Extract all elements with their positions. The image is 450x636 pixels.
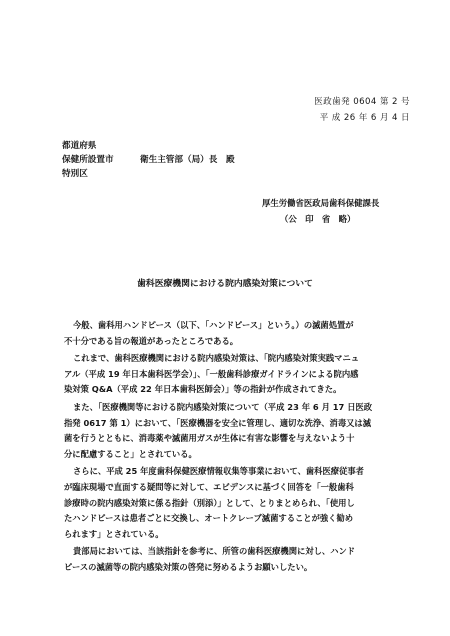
body-line: 今般、歯科用ハンドピース（以下、「ハンドピース」という。）の滅菌処置が	[73, 320, 354, 330]
body-line: 菌を行うとともに、消毒薬や滅菌用ガスが生体に有害な影響を与えないよう十	[64, 433, 355, 444]
addressee-suffix: 衛生主管部（局）長 殿	[140, 155, 235, 165]
body-paragraph	[64, 464, 402, 542]
body-line: 分に配慮すること」とされている。	[64, 448, 197, 459]
body-line: ピースの滅菌等の院内感染対策の啓発に努めるようお願いしたい。	[64, 561, 313, 572]
body-line: られます」とされている。	[64, 528, 164, 539]
addressee-item: 保健所設置市	[62, 155, 114, 165]
body-paragraph	[64, 318, 402, 349]
body-line: 染対策 Q&A（平成 22 年日本歯科医師会）」等の指針が作成されてきた。	[64, 384, 342, 395]
body-line: さらに、平成 25 年度歯科保健医療情報収集等事業において、歯科医療従事者	[73, 466, 364, 477]
body-line: 指発 0617 第 1）において、「医療機器を安全に管理し、適切な洗浄、消毒又は滅	[64, 417, 372, 428]
body-line: 不十分である旨の報道があったところである。	[64, 335, 239, 346]
document-ref-number: 医政歯発 0604 第 2 号	[314, 97, 410, 107]
body-line: 診療時の院内感染対策に係る指針（別添）」として、とりまとめられ、「使用し	[64, 497, 355, 508]
document-date: 平 成 26 年 6 月 4 日	[319, 113, 410, 123]
document-body	[64, 318, 402, 578]
body-paragraph	[64, 544, 402, 575]
body-line: が臨床現場で直面する疑問等に対して、エビデンスに基づく回答を「一般歯科	[64, 481, 354, 492]
document-title: 歯科医療機関における院内感染対策について	[137, 279, 313, 289]
body-line: 貴部局においては、当該指針を参考に、所管の歯科医療機関に対し、ハンド	[73, 546, 356, 557]
addressee-list	[62, 139, 114, 181]
body-line: アル（平成 19 年日本歯科医学会）」、「一般歯科診療ガイドラインによる院内感	[64, 368, 359, 379]
seal-omitted-note: （公 印 省 略）	[280, 214, 356, 224]
addressee-item: 特別区	[62, 169, 88, 179]
body-paragraph	[64, 351, 402, 398]
body-line: また、「医療機関等における院内感染対策について（平成 23 年 6 月 17 日医政	[73, 401, 373, 412]
body-paragraph	[64, 400, 402, 462]
body-line: これまで、歯科医療機関における院内感染対策は、「院内感染対策実践マニュ	[73, 353, 360, 364]
body-line: たハンドピースは患者ごとに交換し、オートクレーブ滅菌することが強く勧め	[64, 513, 354, 524]
addressee-item: 都道府県	[62, 141, 97, 151]
sender: 厚生労働省医政局歯科保健課長	[262, 198, 380, 208]
